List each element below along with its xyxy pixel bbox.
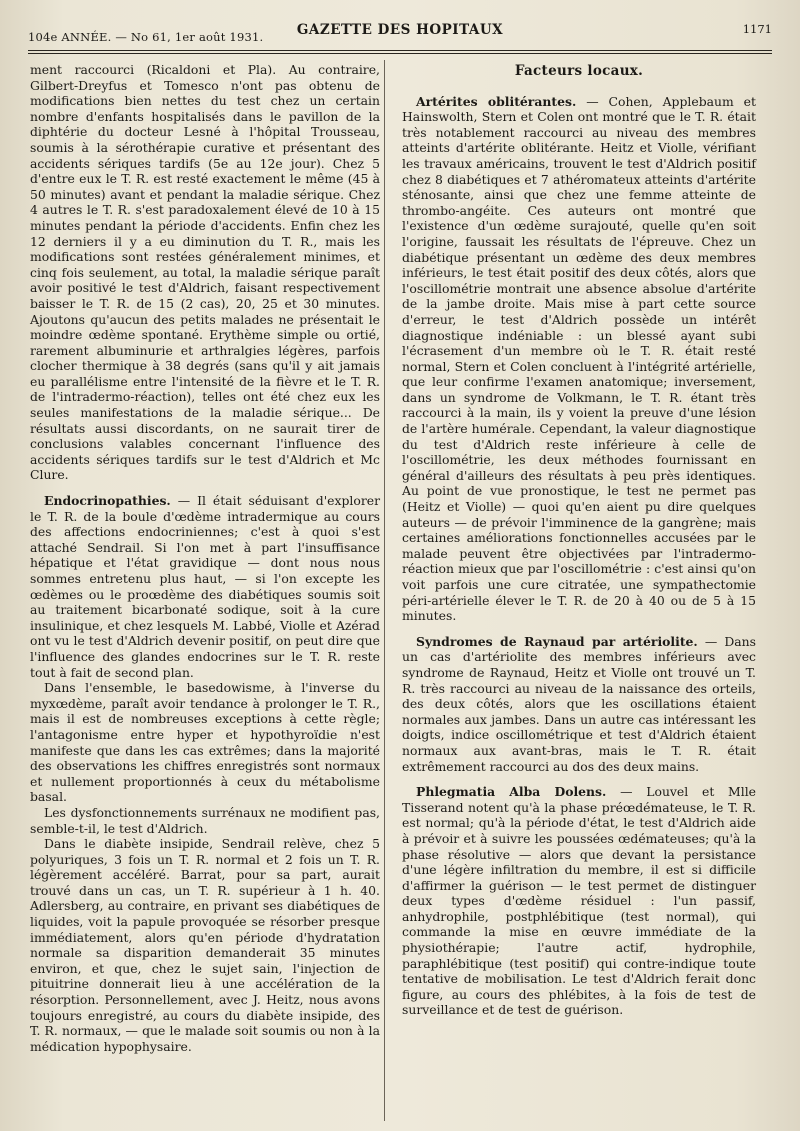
paragraph-text: — Cohen, Applebaum et Hainswolth, Stern et Colen ont montré que le T. R. était très notablement raccourci au niveau des membres atteints d'artérite oblitérante. Heitz et Violle, vérifiant les travaux américains, trouvent le test d'Aldrich positif chez 8 diabétiques et 7 athéromateux atteints d'artérite sténosante, ainsi que chez une femme atteinte de thrombo-angéite. Ces auteurs ont montré que l'existence d'un œdème surajouté, quelle qu'en soit l'origine, faussait les résultats de l'épreuve. Chez un diabétique présentant un œdème des deux membres inférieurs, le test était positif des deux côtés, alors que l'oscillométrie montrait une absence absolue d'artérite de la jambe droite. Mais mise à part cette source d'erreur, le test d'Aldrich possède un intérêt diagnostique indéniable : un blessé ayant subi l'écrasement d'un membre où le T. R. était resté normal, Stern et Colen concluent à l'intégrité artérielle, que leur confirme l'examen anatomique; inversement, dans un syndrome de Volkmann, le T. R. étant très raccourci à la main, ils y voient la preuve d'une lésion de l'artère humérale. Cependant, la valeur diagnostique du test d'Aldrich reste inférieure à celle de l'oscillométrie, les deux méthodes fournissant en général d'ailleurs des résultats à peu près identiques. Au point de vue pronostique, le test ne permet pas (Heitz et Violle) — quoi qu'en aient pu dire quelques auteurs — de prévoir l'imminence de la gangrène; mais certaines améliorations fonctionnelles accusées par le malade peuvent être objectivées par l'intradermo-réaction mieux que par l'oscillométrie : c'est ainsi qu'on voit parfois une cure citratée, une sympathectomie péri-artérielle élever le T. R. de 20 à 40 ou de 5 à 15 minutes. [402,93,756,624]
header-rule [28,50,772,51]
paragraph-lead: Endocrinopathies. [44,493,171,509]
paragraph-lead: Syndromes de Raynaud par artériolite. [416,633,698,649]
paragraph-lead: Artérites oblitérantes. [416,93,577,109]
paragraph: Les dysfonctionnements surrénaux ne modifient pas, semble-t-il, le test d'Aldrich. [30,804,380,836]
section-title: Facteurs locaux. [514,63,644,79]
paragraph [402,94,756,624]
paragraph-text: — Louvel et Mlle Tisserand notent qu'à la phase préœdémateuse, le T. R. est normal; qu'à la période d'état, le test d'Aldrich aide à prévoir et à suivre les poussées œdémateuses; qu'à la phase résolutive — alors que devant la persistance d'une légère infiltration du membre, il est si difficile d'affirmer la guérison — le test permet de distinguer deux types d'œdème résiduel : l'un passif, anhydrophile, postphlébitique (test normal), qui commande la mise en œuvre immédiate de la physiothérapie; l'autre actif, hydrophile, paraphlébitique (test positif) qui contre-indique toute tentative de mobilisation. Le test d'Aldrich ferait donc figure, au cours des phlébites, à la fois de test de surveillance et de test de guérison. [402,784,756,1018]
page-number: 1171 [742,22,772,36]
issue-info: 104e ANNÉE. — No 61, 1er août 1931. [28,30,264,44]
right-column [402,62,756,1018]
paragraph: Dans l'ensemble, le basedowisme, à l'inverse du myxœdème, paraît avoir tendance à prolonger le T. R., mais il est de nombreuses exceptions à cette règle; l'antagonisme entre hyper et hypothyroïdie n'est manifeste que dans les cas extrêmes; dans la majorité des observations les chiffres enregistrés sont normaux et nullement proportionnés à ceux du métabolisme basal. [30,680,380,805]
journal-title: GAZETTE DES HOPITAUX [296,22,504,38]
header-rule-thin [28,53,772,54]
paragraph [402,784,756,1018]
paragraph [30,493,380,680]
paragraph: Dans le diabète insipide, Sendrail relève, chez 5 polyuriques, 3 fois un T. R. normal et 2 fois un T. R. légèrement accéléré. Barrat, pour sa part, aurait trouvé dans un cas, un T. R. supérieur à 1 h. 40. Adlersberg, au contraire, en privant ses diabétiques de liquides, voit la papule provoquée se résorber presque immédiatement, alors qu'en période d'hydratation normale sa disparition demanderait 35 minutes environ, et que, chez le sujet sain, l'injection de pituitrine donnerait lieu à une accélération de la résorption. Personnellement, avec J. Heitz, nous avons toujours enregistré, au cours du diabète insipide, des T. R. normaux, — que le malade soit soumis ou non à la médication hypophysaire. [30,836,380,1054]
page-header [28,16,772,50]
paragraph-text: — Il était séduisant d'explorer le T. R. de la boule d'œdème intradermique au cours des affections endocriniennes; c'est à quoi s'est attaché Sendrail. Si l'on met à part l'insuffisance hépatique et l'état gravidique — dont nous nous sommes entretenu plus haut, — si l'on excepte les œdèmes ou le proœdème des diabétiques soumis soit au traitement bicarbonaté sodique, soit à la cure insulinique, et chez lesquels M. Labbé, Violle et Azérad ont vu le test d'Aldrich devenir positif, on peut dire que l'influence des glandes endocrines sur le T. R. reste tout à fait de second plan. [30,493,380,680]
paragraph: ment raccourci (Ricaldoni et Pla). Au contraire, Gilbert-Dreyfus et Tomesco n'ont pas obtenu de modifications bien nettes du test chez un certain nombre d'enfants hospitalisés dans le pavillon de la diphtérie du docteur Lesné à l'hôpital Trousseau, soumis à la sérothérapie curative et présentant des accidents sériques tardifs (5e au 12e jour). Chez 5 d'entre eux le T. R. est resté exactement le même (45 à 50 minutes) avant et pendant la maladie sérique. Chez 4 autres le T. R. s'est paradoxalement élevé de 10 à 15 minutes pendant la période d'accidents. Enfin chez les 12 derniers il y a eu diminution du T. R., mais les modifications sont restées généralement minimes, et cinq fois seulement, au total, la maladie sérique paraît avoir positivé le test d'Aldrich, faisant respectivement baisser le T. R. de 15 (2 cas), 20, 25 et 30 minutes. Ajoutons qu'aucun des petits malades ne présentait le moindre œdème spontané. Erythème simple ou ortié, rarement albuminurie et arthralgies légères, parfois clocher thermique à 38 degrés (sans qu'il y ait jamais eu parallélisme entre l'intensité de la fièvre et le T. R. de l'intradermo-réaction), telles ont été chez eux les seules manifestations de la maladie sérique... De résultats aussi discordants, on ne saurait tirer de conclusions valables concernant l'influence des accidents sériques tardifs sur le test d'Aldrich et Mc Clure. [30,62,380,483]
paragraph-lead: Phlegmatia Alba Dolens. [416,784,607,800]
left-column [30,62,380,1054]
paragraph-text: — Dans un cas d'artériolite des membres inférieurs avec syndrome de Raynaud, Heitz et Violle ont trouvé un T. R. très raccourci au niveau de la naissance des orteils, des deux côtés, alors que les oscillations étaient normales aux jambes. Dans un autre cas intéressant les doigts, indice oscillométrique et test d'Aldrich étaient normaux aux avant-bras, mais le T. R. était extrêmement raccourci au dos des deux mains. [402,633,756,774]
column-divider [384,60,385,1121]
paragraph [402,634,756,774]
